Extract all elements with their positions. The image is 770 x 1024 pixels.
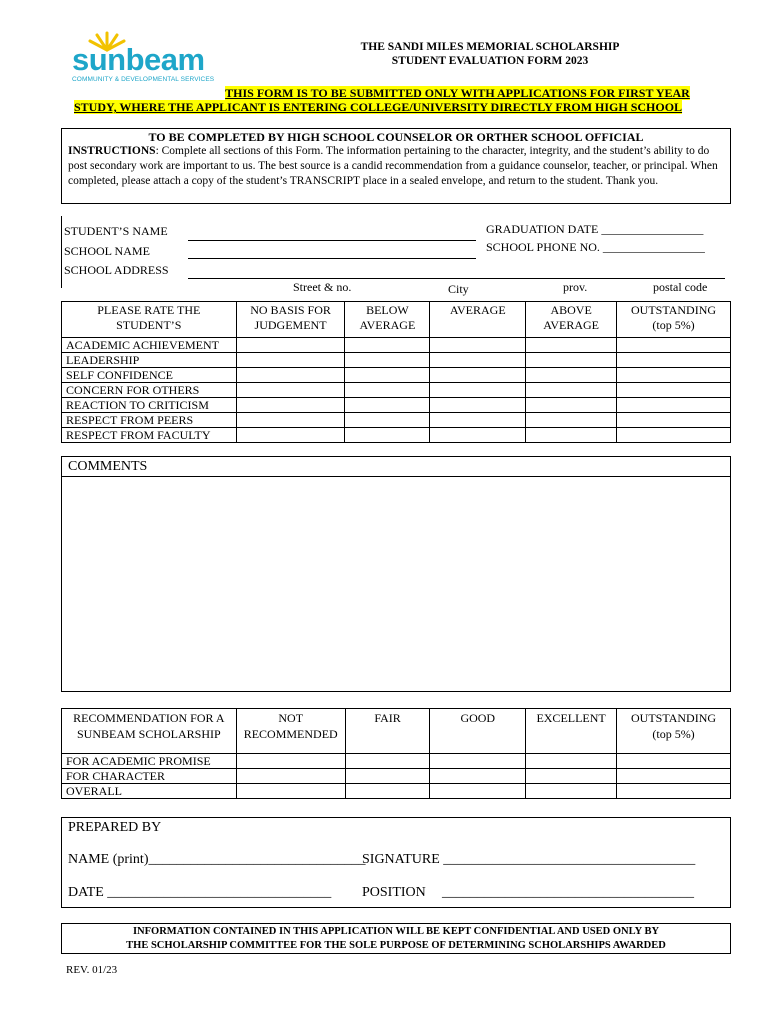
rating-col-below: BELOW AVERAGE — [345, 302, 430, 338]
rating-row — [62, 338, 731, 353]
rating-cell[interactable] — [526, 368, 617, 383]
rating-col-outstanding: OUTSTANDING (top 5%) — [617, 302, 731, 338]
rating-cell[interactable] — [526, 353, 617, 368]
rating-cell[interactable] — [236, 413, 345, 428]
confidential-notice — [61, 923, 731, 954]
rating-row-label: ACADEMIC ACHIEVEMENT — [62, 338, 237, 353]
rating-row — [62, 368, 731, 383]
rating-row — [62, 383, 731, 398]
confidential-line-1: INFORMATION CONTAINED IN THIS APPLICATION WILL BE KEPT CONFIDENTIAL AND USED ONLY BY — [132, 926, 660, 937]
comments-label: COMMENTS — [68, 459, 148, 474]
rating-cell[interactable] — [617, 428, 731, 443]
rating-cell[interactable] — [526, 383, 617, 398]
school-name-label: SCHOOL NAME — [64, 244, 150, 258]
recommendation-row — [62, 754, 731, 769]
sunbeam-logo — [72, 30, 215, 90]
rating-cell[interactable] — [236, 338, 345, 353]
rating-cell[interactable] — [617, 353, 731, 368]
instructions-heading: TO BE COMPLETED BY HIGH SCHOOL COUNSELOR OR ORTHER SCHOOL OFFICIAL — [148, 130, 644, 144]
recommendation-cell[interactable] — [236, 784, 345, 799]
city-caption: City — [448, 282, 469, 296]
recommendation-cell[interactable] — [430, 769, 526, 784]
rating-col-average: AVERAGE — [430, 302, 526, 338]
rating-row — [62, 413, 731, 428]
recommendation-cell[interactable] — [617, 784, 731, 799]
rating-table — [61, 301, 731, 443]
recommendation-cell[interactable] — [526, 784, 617, 799]
notice-line-2: STUDY, WHERE THE APPLICANT IS ENTERING COLLEGE/UNIVERSITY DIRECTLY FROM HIGH SCHOOL — [74, 100, 683, 114]
rating-cell[interactable] — [617, 338, 731, 353]
postal-caption: postal code — [653, 280, 708, 294]
recommendation-row-label: FOR ACADEMIC PROMISE — [62, 754, 237, 769]
rating-cell[interactable] — [236, 353, 345, 368]
student-name-label: STUDENT’S NAME — [64, 224, 168, 238]
recommendation-cell[interactable] — [617, 754, 731, 769]
date-field[interactable]: DATE ________________________________ — [68, 885, 332, 900]
logo-wordmark: sunbeam — [72, 42, 205, 77]
rating-row-label: RESPECT FROM PEERS — [62, 413, 237, 428]
recommendation-cell[interactable] — [617, 769, 731, 784]
rating-cell[interactable] — [617, 383, 731, 398]
notice-line-1: THIS FORM IS TO BE SUBMITTED ONLY WITH APPLICATIONS FOR FIRST YEAR — [225, 86, 690, 100]
rating-cell[interactable] — [236, 383, 345, 398]
prepared-by-heading: PREPARED BY — [68, 820, 162, 835]
recommendation-row — [62, 784, 731, 799]
comments-divider — [62, 476, 730, 477]
rating-cell[interactable] — [236, 368, 345, 383]
rating-cell[interactable] — [345, 368, 430, 383]
recommendation-cell[interactable] — [345, 769, 430, 784]
rating-row — [62, 353, 731, 368]
rec-col-fair: FAIR — [345, 709, 430, 754]
recommendation-header-row — [62, 709, 731, 754]
recommendation-cell[interactable] — [345, 784, 430, 799]
rating-header-row — [62, 302, 731, 338]
rec-col-good: GOOD — [430, 709, 526, 754]
recommendation-row — [62, 769, 731, 784]
rating-cell[interactable] — [430, 428, 526, 443]
recommendation-cell[interactable] — [430, 784, 526, 799]
rating-cell[interactable] — [430, 413, 526, 428]
rating-cell[interactable] — [236, 428, 345, 443]
form-subtitle: STUDENT EVALUATION FORM 2023 — [391, 55, 589, 67]
rating-row — [62, 398, 731, 413]
student-section-border — [61, 216, 62, 288]
school-address-field[interactable] — [188, 278, 725, 279]
position-label: POSITION — [362, 885, 426, 900]
logo-tagline: COMMUNITY & DEVELOPMENTAL SERVICES — [72, 76, 215, 83]
rating-cell[interactable] — [236, 398, 345, 413]
recommendation-cell[interactable] — [526, 754, 617, 769]
rating-cell[interactable] — [526, 398, 617, 413]
street-caption: Street & no. — [293, 280, 352, 294]
school-name-field[interactable] — [188, 258, 476, 259]
rec-col-excellent: EXCELLENT — [526, 709, 617, 754]
rating-col-above: ABOVE AVERAGE — [526, 302, 617, 338]
recommendation-table — [61, 708, 731, 799]
confidential-line-2: THE SCHOLARSHIP COMMITTEE FOR THE SOLE PURPOSE OF DETERMINING SCHOLARSHIPS AWARDED — [126, 940, 666, 951]
instructions-label: INSTRUCTIONS — [68, 145, 156, 157]
rating-cell[interactable] — [430, 338, 526, 353]
rating-row-label: CONCERN FOR OTHERS — [62, 383, 237, 398]
rating-row-label: REACTION TO CRITICISM — [62, 398, 237, 413]
instructions-box — [61, 128, 731, 204]
instructions-body — [62, 144, 730, 189]
rating-cell[interactable] — [430, 368, 526, 383]
rating-cell[interactable] — [345, 338, 430, 353]
recommendation-cell[interactable] — [526, 769, 617, 784]
rating-col-no-basis: NO BASIS FOR JUDGEMENT — [236, 302, 345, 338]
rating-cell[interactable] — [430, 398, 526, 413]
form-title: THE SANDI MILES MEMORIAL SCHOLARSHIP — [360, 41, 620, 53]
recommendation-row-label: OVERALL — [62, 784, 237, 799]
graduation-date-field[interactable]: GRADUATION DATE _________________ — [486, 222, 704, 236]
rating-cell[interactable] — [430, 353, 526, 368]
recommendation-header: RECOMMENDATION FOR A SUNBEAM SCHOLARSHIP — [62, 709, 237, 754]
recommendation-row-label: FOR CHARACTER — [62, 769, 237, 784]
recommendation-cell[interactable] — [236, 754, 345, 769]
rating-cell[interactable] — [617, 413, 731, 428]
rating-cell[interactable] — [617, 368, 731, 383]
position-field[interactable]: ____________________________________ — [442, 885, 694, 900]
instructions-text: : Complete all sections of this Form. The information pertaining to the character, integrity, and the student’s ability to do post secondary work are important to us. The best source is a candid recommendation from a guidance counselor, teacher, or principal. When completed, please attach a copy of the student’s TRANSCRIPT place in a sealed envelope, and return to the student. Thank you. — [68, 145, 718, 187]
rating-row-label: SELF CONFIDENCE — [62, 368, 237, 383]
signature-field[interactable]: SIGNATURE ____________________________________ — [362, 852, 696, 867]
rating-cell[interactable] — [526, 338, 617, 353]
recommendation-cell[interactable] — [345, 754, 430, 769]
prepared-by-box — [61, 817, 731, 908]
rating-cell[interactable] — [345, 428, 430, 443]
rating-cell[interactable] — [345, 413, 430, 428]
rec-col-not-recommended: NOT RECOMMENDED — [236, 709, 345, 754]
recommendation-cell[interactable] — [236, 769, 345, 784]
rating-row-label: RESPECT FROM FACULTY — [62, 428, 237, 443]
rating-cell[interactable] — [345, 398, 430, 413]
rating-cell[interactable] — [345, 353, 430, 368]
rating-cell[interactable] — [526, 428, 617, 443]
rating-cell[interactable] — [526, 413, 617, 428]
rec-col-outstanding: OUTSTANDING (top 5%) — [617, 709, 731, 754]
revision-label: REV. 01/23 — [66, 964, 118, 976]
prov-caption: prov. — [563, 280, 588, 294]
rating-row-label: LEADERSHIP — [62, 353, 237, 368]
rating-row — [62, 428, 731, 443]
student-name-field[interactable] — [188, 240, 476, 241]
rating-cell[interactable] — [345, 383, 430, 398]
rating-cell[interactable] — [430, 383, 526, 398]
rating-header: PLEASE RATE THE STUDENT’S — [62, 302, 237, 338]
school-phone-field[interactable]: SCHOOL PHONE NO. _________________ — [486, 240, 705, 254]
name-print-field[interactable]: NAME (print)_______________________________ — [68, 852, 366, 867]
rating-cell[interactable] — [617, 398, 731, 413]
school-address-label: SCHOOL ADDRESS — [64, 263, 169, 277]
comments-box[interactable] — [61, 456, 731, 692]
recommendation-cell[interactable] — [430, 754, 526, 769]
